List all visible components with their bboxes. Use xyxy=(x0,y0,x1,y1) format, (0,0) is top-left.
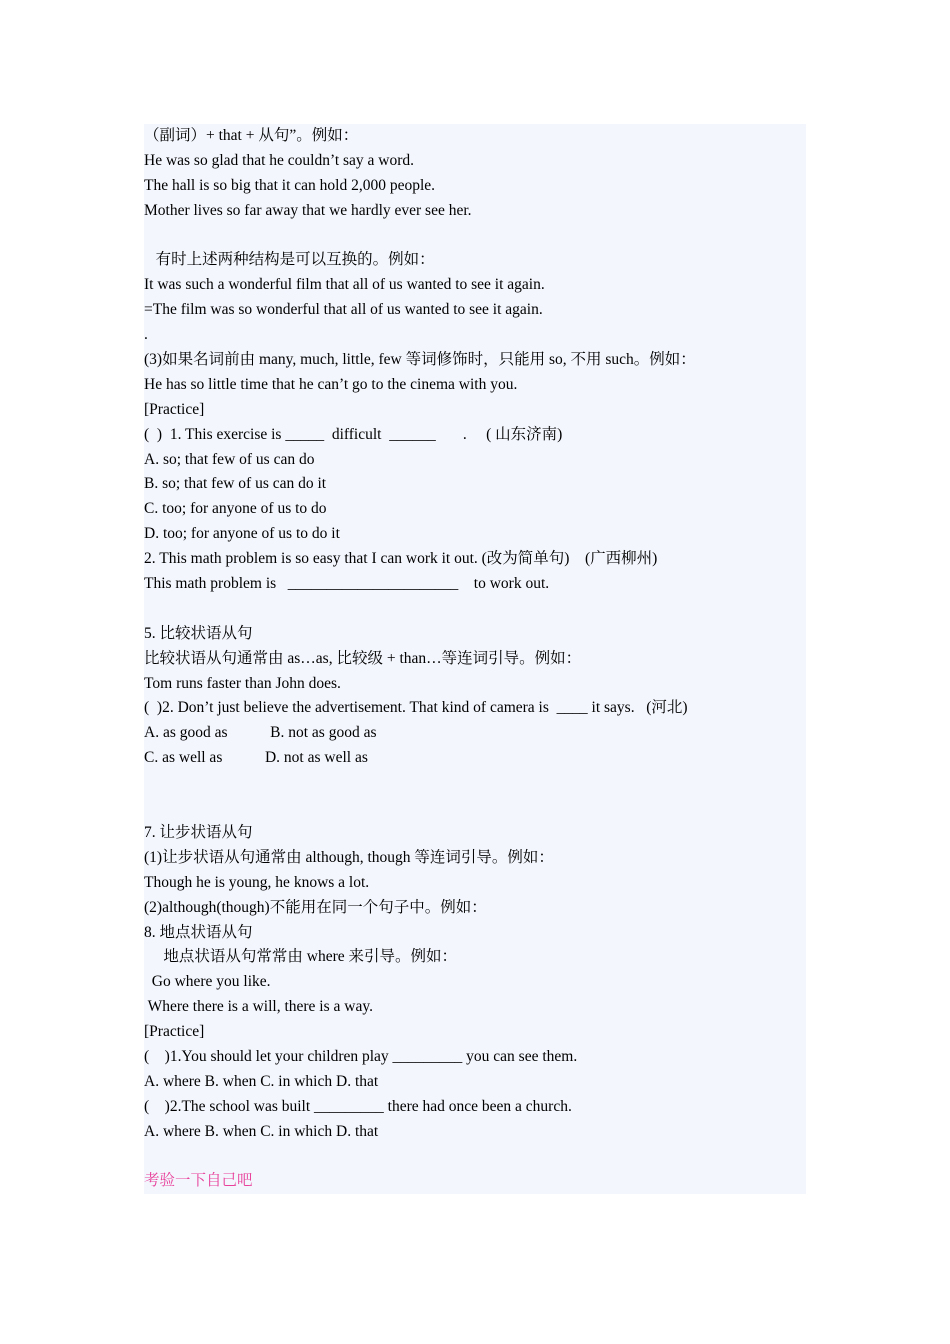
blank-line xyxy=(144,771,794,796)
practice-heading: [Practice] xyxy=(144,1023,205,1041)
blank-line xyxy=(144,597,794,622)
text-line: (3)如果名词前由 many, much, little, few 等词修饰时，只能用 so, 不用 such。例如： xyxy=(144,351,696,369)
option-line: D. too; for anyone of us to do it xyxy=(144,525,340,543)
section-heading: 8. 地点状语从句 xyxy=(144,923,253,941)
document-body xyxy=(144,124,794,1194)
question-line: ( ) 1. This exercise is _____ difficult ______ . ( 山东济南) xyxy=(144,425,563,443)
text-line: (2)although(though)不能用在同一个句子中。例如： xyxy=(144,898,487,916)
text-line: He has so little time that he can’t go to the cinema with you. xyxy=(144,375,518,393)
text-line: Mother lives so far away that we hardly ever see her. xyxy=(144,201,472,219)
text-line: Go where you like. xyxy=(144,973,271,991)
text-line: He was so glad that he couldn’t say a word. xyxy=(144,151,415,169)
option-line: A. where B. when C. in which D. that xyxy=(144,1072,379,1090)
option-line: A. so; that few of us can do xyxy=(144,450,315,468)
text-line: Though he is young, he knows a lot. xyxy=(144,873,370,891)
question-line: ( )2. Don’t just believe the advertisement. That kind of camera is ____ it says. (河北) xyxy=(144,699,688,717)
text-line: Tom runs faster than John does. xyxy=(144,674,341,692)
text-line: It was such a wonderful film that all of us wanted to see it again. xyxy=(144,276,545,294)
text-line: =The film was so wonderful that all of us wanted to see it again. xyxy=(144,301,543,319)
self-test-link[interactable]: 考验一下自己吧 xyxy=(144,1172,253,1190)
option-line: A. as good as B. not as good as xyxy=(144,724,377,742)
question-line: ( )1.You should let your children play _________ you can see them. xyxy=(144,1047,578,1065)
option-line: B. so; that few of us can do it xyxy=(144,475,327,493)
text-line: Where there is a will, there is a way. xyxy=(144,998,373,1016)
text-line: 比较状语从句通常由 as…as, 比较级 + than…等连词引导。例如： xyxy=(144,649,582,667)
option-line: C. as well as D. not as well as xyxy=(144,749,368,767)
text-line: (1)让步状语从句通常由 although, though 等连词引导。例如： xyxy=(144,848,554,866)
practice-heading: [Practice] xyxy=(144,400,205,418)
blank-line xyxy=(144,224,794,249)
section-heading: 5. 比较状语从句 xyxy=(144,624,253,642)
blank-line xyxy=(144,796,794,821)
question-line: ( )2.The school was built _________ there had once been a church. xyxy=(144,1097,572,1115)
text-line: . xyxy=(144,326,148,344)
option-line: A. where B. when C. in which D. that xyxy=(144,1122,379,1140)
question-line: 2. This math problem is so easy that I can work it out. (改为简单句) (广西柳州) xyxy=(144,550,658,568)
section-heading: 7. 让步状语从句 xyxy=(144,823,253,841)
option-line: C. too; for anyone of us to do xyxy=(144,500,327,518)
question-line: This math problem is ______________________ to work out. xyxy=(144,575,550,593)
text-line: The hall is so big that it can hold 2,000 people. xyxy=(144,176,436,194)
text-line: 有时上述两种结构是可以互换的。例如： xyxy=(144,251,435,269)
text-line: 地点状语从句常常由 where 来引导。例如： xyxy=(144,948,457,966)
blank-line xyxy=(144,1145,794,1170)
text-line: （副词）+ that + 从句”。例如： xyxy=(144,127,359,144)
